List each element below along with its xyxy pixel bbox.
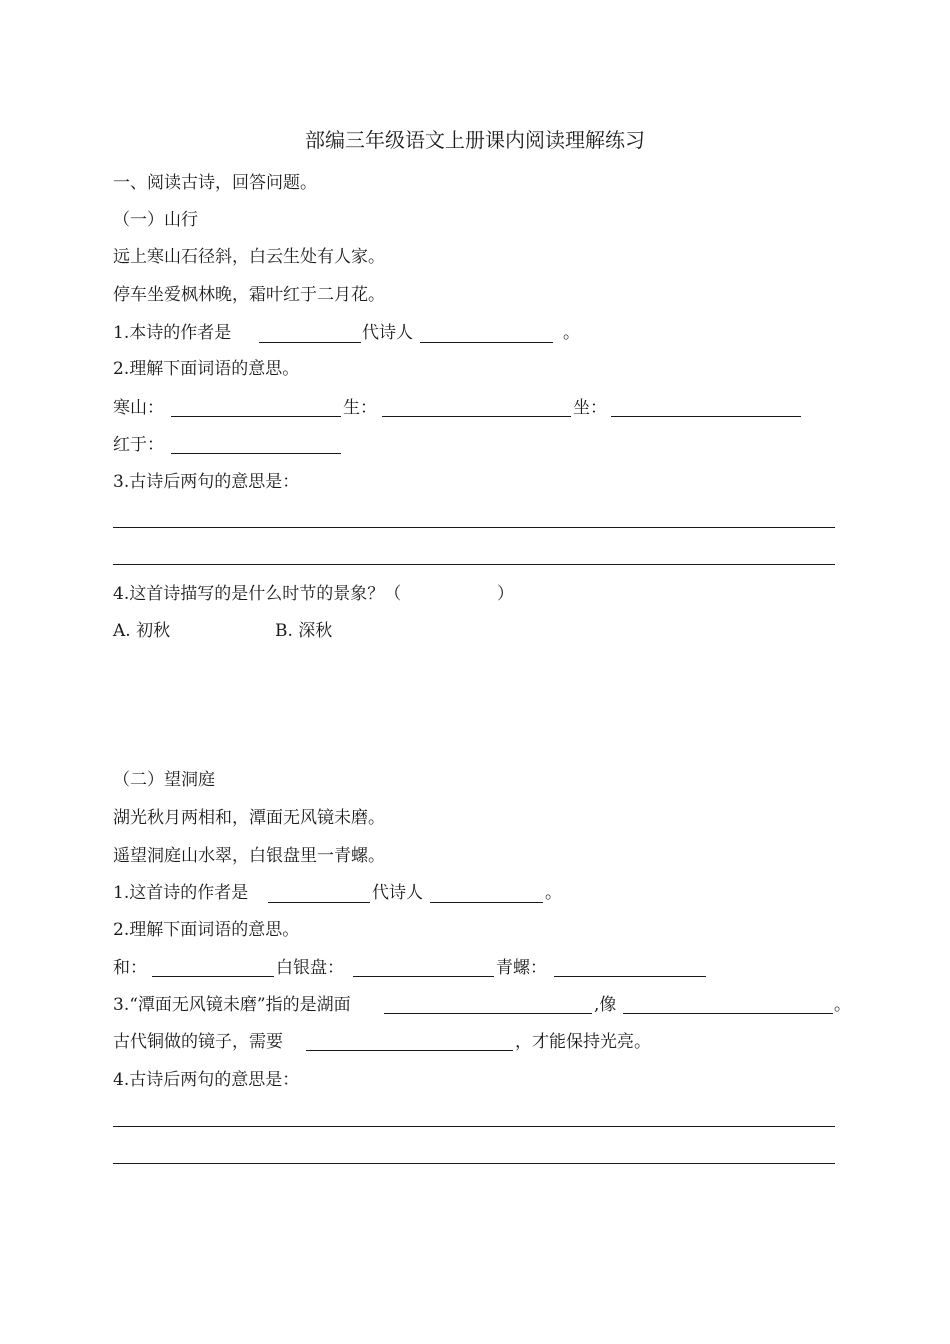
poem1-word-sheng: 生： [343, 398, 377, 418]
poem1-option-a: A. 初秋 [113, 621, 171, 641]
poem1-q3: 3.古诗后两句的意思是： [113, 472, 300, 492]
poem2-q1-poet-blank[interactable] [430, 902, 543, 903]
poem1-q2: 2.理解下面词语的意思。 [113, 359, 300, 379]
poem2-q1-prefix: 1.这首诗的作者是 [113, 883, 249, 903]
poem2-line1: 湖光秋月两相和，潭面无风镜未磨。 [113, 808, 385, 828]
poem2-label: （二）望洞庭 [113, 770, 215, 790]
poem2-q1-dynasty-blank[interactable] [268, 902, 370, 903]
poem2-q3b-blank[interactable] [306, 1050, 513, 1051]
poem2-q4-answer-line-2[interactable] [113, 1163, 835, 1164]
poem2-q4-answer-line-1[interactable] [113, 1126, 835, 1127]
poem1-hanshan-blank[interactable] [171, 416, 341, 417]
poem1-line1: 远上寒山石径斜，白云生处有人家。 [113, 247, 385, 267]
poem2-q3-blank-2[interactable] [623, 1013, 833, 1014]
poem1-word-hongyu: 红于： [113, 435, 164, 455]
page-title: 部编三年级语文上册课内阅读理解练习 [305, 128, 645, 152]
poem1-q1-dynasty-blank[interactable] [259, 342, 361, 343]
poem2-baiyinpan-blank[interactable] [353, 976, 494, 977]
poem1-q4-close: ） [497, 584, 514, 604]
poem1-q3-answer-line-1[interactable] [113, 527, 835, 528]
poem2-q3b-prefix: 古代铜做的镜子，需要 [113, 1032, 283, 1052]
poem2-q3-end: 。 [834, 995, 851, 1015]
poem2-word-qingluo: 青螺： [496, 958, 547, 978]
poem2-word-he: 和： [113, 958, 147, 978]
poem2-q3-mid: ,像 [594, 995, 617, 1015]
poem1-q4: 4.这首诗描写的是什么时节的景象？（ [113, 584, 402, 604]
poem2-word-baiyinpan: 白银盘： [276, 958, 344, 978]
poem2-line2: 遥望洞庭山水翠，白银盘里一青螺。 [113, 846, 385, 866]
poem2-q3b-end: ，才能保持光亮。 [515, 1032, 651, 1052]
poem2-q3-blank-1[interactable] [384, 1013, 592, 1014]
poem1-hongyu-blank[interactable] [171, 453, 341, 454]
poem1-word-hanshan: 寒山： [113, 398, 164, 418]
poem2-q4: 4.古诗后两句的意思是： [113, 1070, 300, 1090]
poem1-q1-end: 。 [563, 323, 580, 343]
poem1-zuo-blank[interactable] [611, 416, 801, 417]
poem2-q2: 2.理解下面词语的意思。 [113, 920, 300, 940]
poem2-he-blank[interactable] [152, 976, 274, 977]
poem1-word-zuo: 坐： [573, 398, 607, 418]
poem1-sheng-blank[interactable] [382, 416, 571, 417]
poem2-q1-end: 。 [545, 883, 562, 903]
poem2-qingluo-blank[interactable] [554, 976, 706, 977]
poem1-q1-mid: 代诗人 [362, 323, 413, 343]
poem1-line2: 停车坐爱枫林晚，霜叶红于二月花。 [113, 285, 385, 305]
section-heading: 一、阅读古诗，回答问题。 [113, 173, 317, 193]
poem1-label: （一）山行 [113, 210, 198, 230]
poem1-q3-answer-line-2[interactable] [113, 564, 835, 565]
poem1-option-b: B. 深秋 [275, 621, 333, 641]
poem1-q1-prefix: 1.本诗的作者是 [113, 323, 232, 343]
poem2-q1-mid: 代诗人 [372, 883, 423, 903]
poem1-q1-poet-blank[interactable] [420, 342, 553, 343]
poem2-q3-prefix: 3.“潭面无风镜未磨”指的是湖面 [113, 995, 351, 1015]
